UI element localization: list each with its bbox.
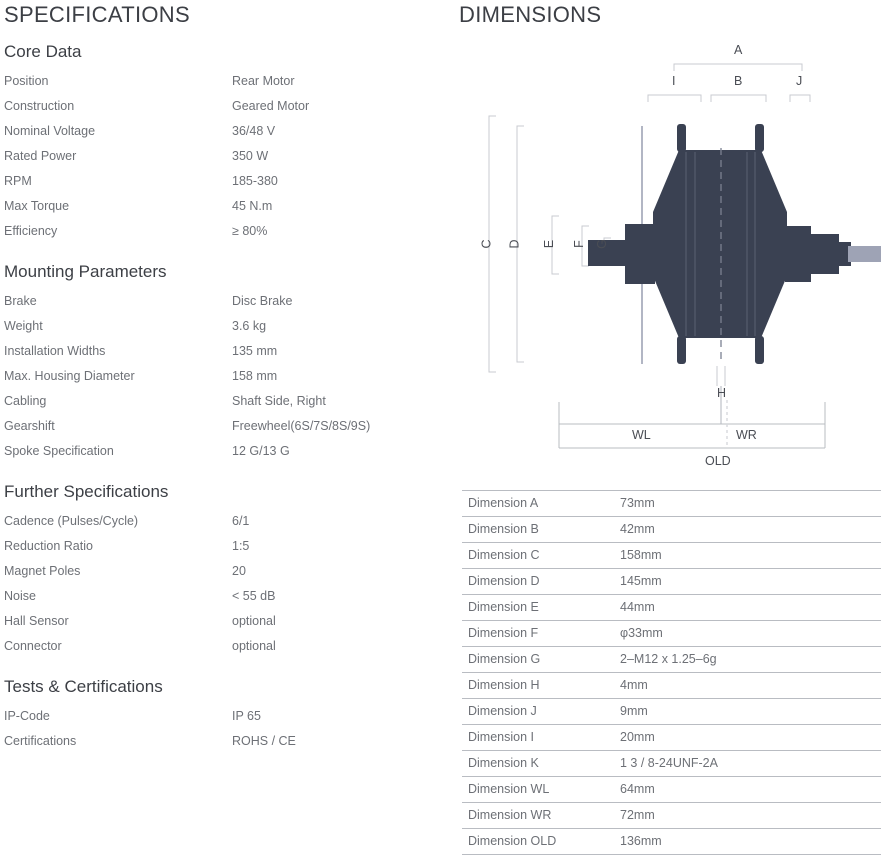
old-width-bracket bbox=[559, 402, 825, 448]
spec-label: Magnet Poles bbox=[4, 564, 81, 578]
spec-row bbox=[4, 289, 449, 314]
spec-value: 1:5 bbox=[232, 539, 250, 553]
dimension-value: 20mm bbox=[614, 725, 881, 751]
dimension-key: Dimension J bbox=[462, 699, 614, 725]
spec-value: Freewheel(6S/7S/8S/9S) bbox=[232, 419, 371, 433]
dim-label-d: D bbox=[507, 239, 522, 249]
section-heading: Core Data bbox=[4, 42, 82, 61]
table-row bbox=[462, 595, 881, 621]
table-row bbox=[462, 569, 881, 595]
specifications-title: SPECIFICATIONS bbox=[4, 2, 190, 27]
table-row bbox=[462, 517, 881, 543]
spec-row bbox=[4, 584, 449, 609]
spec-row bbox=[4, 414, 449, 439]
right-axle-shaft bbox=[848, 246, 881, 262]
bracket-h bbox=[717, 366, 725, 386]
spec-value: ROHS / CE bbox=[232, 734, 296, 748]
dimensions-title: DIMENSIONS bbox=[459, 2, 602, 27]
spec-label: Installation Widths bbox=[4, 344, 106, 358]
spec-label: Nominal Voltage bbox=[4, 124, 96, 138]
dim-label-old: OLD bbox=[705, 454, 731, 468]
dimension-value: 2–M12 x 1.25–6g bbox=[614, 647, 881, 673]
spec-row bbox=[4, 69, 449, 94]
dimension-value: 44mm bbox=[614, 595, 881, 621]
dimension-value: φ33mm bbox=[614, 621, 881, 647]
table-row bbox=[462, 725, 881, 751]
dimension-key: Dimension H bbox=[462, 673, 614, 699]
spec-row bbox=[4, 389, 449, 414]
dim-label-i: I bbox=[672, 74, 676, 88]
dimension-value: 145mm bbox=[614, 569, 881, 595]
spec-label: Hall Sensor bbox=[4, 614, 69, 628]
spoke-flange-top-right bbox=[755, 124, 764, 152]
spec-value: 20 bbox=[232, 564, 246, 578]
spec-value: 45 N.m bbox=[232, 199, 273, 213]
dimension-value: 158mm bbox=[614, 543, 881, 569]
spec-value: 12 G/13 G bbox=[232, 444, 290, 458]
table-row bbox=[462, 543, 881, 569]
spec-label: Cadence (Pulses/Cycle) bbox=[4, 514, 139, 528]
spec-label: Spoke Specification bbox=[4, 444, 114, 458]
spec-row bbox=[4, 559, 449, 584]
spec-value: Shaft Side, Right bbox=[232, 394, 326, 408]
dim-label-wr: WR bbox=[736, 428, 757, 442]
spec-value: 3.6 kg bbox=[232, 319, 267, 333]
spec-value: 158 mm bbox=[232, 369, 278, 383]
spec-value: 36/48 V bbox=[232, 124, 276, 138]
section-heading: Mounting Parameters bbox=[4, 262, 167, 281]
dimension-key: Dimension OLD bbox=[462, 829, 614, 855]
bracket-b bbox=[711, 95, 766, 102]
table-row bbox=[462, 751, 881, 777]
table-row bbox=[462, 621, 881, 647]
spec-label: RPM bbox=[4, 174, 32, 188]
bracket-a bbox=[674, 64, 802, 71]
dimension-value: 64mm bbox=[614, 777, 881, 803]
spec-value: 185-380 bbox=[232, 174, 278, 188]
spec-value: Disc Brake bbox=[232, 294, 293, 308]
spec-value: optional bbox=[232, 614, 276, 628]
spoke-flange-bottom-left bbox=[677, 336, 686, 364]
spec-label: Brake bbox=[4, 294, 37, 308]
spec-row bbox=[4, 144, 449, 169]
dimension-value: 42mm bbox=[614, 517, 881, 543]
spec-value: ≥ 80% bbox=[232, 224, 268, 238]
table-row bbox=[462, 673, 881, 699]
dimension-key: Dimension G bbox=[462, 647, 614, 673]
bracket-i bbox=[648, 95, 701, 102]
dimension-key: Dimension D bbox=[462, 569, 614, 595]
spec-row bbox=[4, 509, 449, 534]
spec-label: Certifications bbox=[4, 734, 77, 748]
spec-value: Rear Motor bbox=[232, 74, 295, 88]
spec-row bbox=[4, 314, 449, 339]
dimension-key: Dimension K bbox=[462, 751, 614, 777]
spec-row bbox=[4, 94, 449, 119]
spec-row bbox=[4, 119, 449, 144]
spec-value: IP 65 bbox=[232, 709, 261, 723]
spec-label: IP-Code bbox=[4, 709, 50, 723]
motor-drawing-svg bbox=[455, 34, 881, 474]
dim-label-g: G bbox=[594, 239, 609, 249]
motor-housing bbox=[653, 150, 787, 338]
section-heading: Further Specifications bbox=[4, 482, 169, 501]
dimension-table bbox=[462, 490, 881, 855]
motor-hub-body bbox=[588, 124, 881, 364]
spec-row bbox=[4, 634, 449, 659]
spec-value: 350 W bbox=[232, 149, 269, 163]
dim-label-h: H bbox=[717, 386, 727, 400]
spec-row bbox=[4, 609, 449, 634]
dimension-value: 136mm bbox=[614, 829, 881, 855]
dim-label-j: J bbox=[796, 74, 803, 88]
spec-label: Reduction Ratio bbox=[4, 539, 93, 553]
dim-label-b: B bbox=[734, 74, 743, 88]
dimension-value: 1 3 / 8-24UNF-2A bbox=[614, 751, 881, 777]
spec-row bbox=[4, 729, 449, 754]
dimension-key: Dimension B bbox=[462, 517, 614, 543]
spec-label: Position bbox=[4, 74, 49, 88]
spec-value: < 55 dB bbox=[232, 589, 276, 603]
dim-label-c: C bbox=[479, 239, 494, 249]
spec-row bbox=[4, 339, 449, 364]
spec-row bbox=[4, 219, 449, 244]
dimension-key: Dimension C bbox=[462, 543, 614, 569]
spec-label: Noise bbox=[4, 589, 36, 603]
spec-row bbox=[4, 364, 449, 389]
dimension-value: 4mm bbox=[614, 673, 881, 699]
spoke-flange-bottom-right bbox=[755, 336, 764, 364]
spec-section-tests-certifications bbox=[4, 677, 449, 754]
spec-row bbox=[4, 194, 449, 219]
table-row bbox=[462, 803, 881, 829]
spoke-flange-top-left bbox=[677, 124, 686, 152]
dimension-key: Dimension WR bbox=[462, 803, 614, 829]
spec-row bbox=[4, 534, 449, 559]
spec-value: Geared Motor bbox=[232, 99, 310, 113]
dim-label-a: A bbox=[734, 43, 743, 57]
dim-label-f: F bbox=[571, 240, 586, 248]
dimension-key: Dimension E bbox=[462, 595, 614, 621]
spec-row bbox=[4, 439, 449, 464]
spec-label: Rated Power bbox=[4, 149, 77, 163]
spec-section-mounting-parameters bbox=[4, 262, 449, 464]
spec-row bbox=[4, 704, 449, 729]
table-row bbox=[462, 647, 881, 673]
dimension-value: 73mm bbox=[614, 491, 881, 517]
spec-value: optional bbox=[232, 639, 276, 653]
spec-row bbox=[4, 169, 449, 194]
specifications-column bbox=[4, 42, 449, 754]
spec-label: Weight bbox=[4, 319, 43, 333]
motor-technical-drawing bbox=[455, 34, 881, 474]
spec-label: Gearshift bbox=[4, 419, 55, 433]
dimension-key: Dimension A bbox=[462, 491, 614, 517]
table-row bbox=[462, 491, 881, 517]
dimension-value: 72mm bbox=[614, 803, 881, 829]
spec-section-further-specifications bbox=[4, 482, 449, 659]
dim-label-e: E bbox=[542, 239, 557, 249]
section-heading: Tests & Certifications bbox=[4, 677, 163, 696]
spec-section-core-data bbox=[4, 42, 449, 244]
dimension-key: Dimension WL bbox=[462, 777, 614, 803]
spec-label: Max. Housing Diameter bbox=[4, 369, 135, 383]
spec-label: Cabling bbox=[4, 394, 47, 408]
spec-label: Efficiency bbox=[4, 224, 58, 238]
spec-label: Construction bbox=[4, 99, 75, 113]
table-row bbox=[462, 829, 881, 855]
spec-value: 135 mm bbox=[232, 344, 278, 358]
spec-label: Max Torque bbox=[4, 199, 70, 213]
dimensions-column bbox=[455, 0, 881, 864]
spec-label: Connector bbox=[4, 639, 62, 653]
table-row bbox=[462, 777, 881, 803]
table-row bbox=[462, 699, 881, 725]
dim-label-wl: WL bbox=[632, 428, 651, 442]
freewheel-body bbox=[807, 234, 839, 274]
bracket-j bbox=[790, 95, 810, 102]
spec-value: 6/1 bbox=[232, 514, 250, 528]
dimension-value: 9mm bbox=[614, 699, 881, 725]
dimension-key: Dimension I bbox=[462, 725, 614, 751]
dimension-key: Dimension F bbox=[462, 621, 614, 647]
